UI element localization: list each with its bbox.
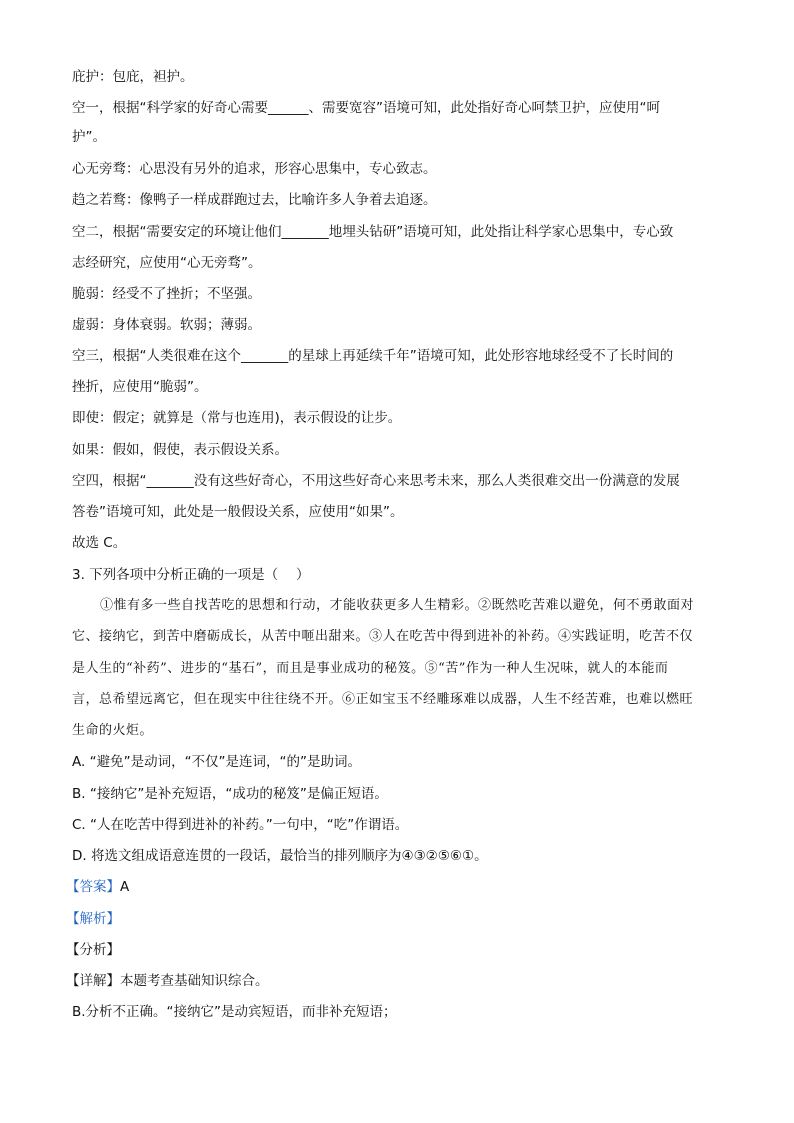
text-line: 空二，根据“需要安定的环境让他们_______地埋头钻研”语境可知，此处指让科学家心思集中，专心致	[72, 224, 674, 240]
answer-line	[66, 877, 129, 897]
text-line: 空一，根据“科学家的好奇心需要______、需要宽容”语境可知，此处指好奇心呵禁卫护，应使用“呵	[72, 100, 660, 116]
text-line: 空三，根据“人类很难在这个_______的星球上再延续千年”语境可知，此处形容地球经受不了长时间的	[72, 348, 674, 364]
text-line: 空四，根据“_______没有这些好奇心，不用这些好奇心来思考未来，那么人类很难交出一份满意的发展	[72, 473, 680, 489]
fenxi-tag: 【分析】	[66, 942, 120, 958]
text-line: 故选 C。	[72, 535, 127, 551]
jiexi-tag: 【解析】	[66, 911, 120, 927]
text-line: 趋之若鹜：像鸭子一样成群跑过去，比喻许多人争着去追逐。	[72, 192, 437, 208]
xiangjie-text: 本题考查基础知识综合。	[120, 973, 269, 989]
passage-line: 它、接纳它，到苦中磨砺成长，从苦中咂出甜来。③人在吃苦中得到进补的补药。④实践证明，吃苦不仅	[72, 629, 694, 644]
xiangjie-line	[66, 971, 269, 991]
passage-line: 是人生的“补药”、进步的“基石”，而且是事业成功的秘笈。⑤“苦”作为一种人生况味，就人的本能而	[72, 661, 669, 676]
option-a: A. “避免”是动词，“不仅”是连词，“的”是助词。	[72, 754, 362, 770]
passage-line: 生命的火炬。	[72, 723, 154, 738]
answer-tag: 【答案】	[66, 879, 120, 895]
text-line: 脆弱：经受不了挫折；不坚强。	[72, 286, 261, 302]
text-line: 护”。	[72, 129, 106, 145]
text-line: 心无旁骛：心思没有另外的追求，形容心思集中，专心致志。	[72, 161, 437, 177]
text-line: 挫折，应使用“脆弱”。	[72, 379, 208, 395]
option-b: B. “接纳它”是补充短语，“成功的秘笈”是偏正短语。	[72, 786, 388, 802]
option-c: C. “人在吃苦中得到进补的补药。”一句中，“吃”作谓语。	[72, 817, 409, 833]
option-d: D. 将选文组成语意连贯的一段话，最恰当的排列顺序为④③②⑤⑥①。	[72, 848, 488, 864]
text-line: 志经研究，应使用“心无旁骛”。	[72, 255, 262, 271]
xiangjie-tag: 【详解】	[66, 973, 120, 989]
answer-value: A	[120, 879, 130, 895]
question-title: 3. 下列各项中分析正确的一项是（ ）	[72, 567, 310, 583]
passage-line: 言，总希望远离它，但在现实中往往绕不开。⑥正如宝玉不经雕琢难以成器，人生不经苦难，也难以燃旺	[72, 692, 694, 707]
text-line: 庇护：包庇，袒护。	[72, 69, 194, 85]
passage-line: ①惟有多一些自找苦吃的思想和行动，才能收获更多人生精彩。②既然吃苦难以避免，何不勇敢面对	[100, 598, 695, 613]
text-line: 即使：假定；就算是（常与也连用)，表示假设的让步。	[72, 410, 402, 426]
text-line: 答卷”语境可知，此处是一般假设关系，应使用“如果”。	[72, 504, 404, 520]
text-line: 如果：假如，假使，表示假设关系。	[72, 442, 288, 458]
analysis-b: B.分析不正确。“接纳它”是动宾短语，而非补充短语；	[72, 1004, 397, 1020]
text-line: 虚弱：身体衰弱。软弱；薄弱。	[72, 317, 261, 333]
